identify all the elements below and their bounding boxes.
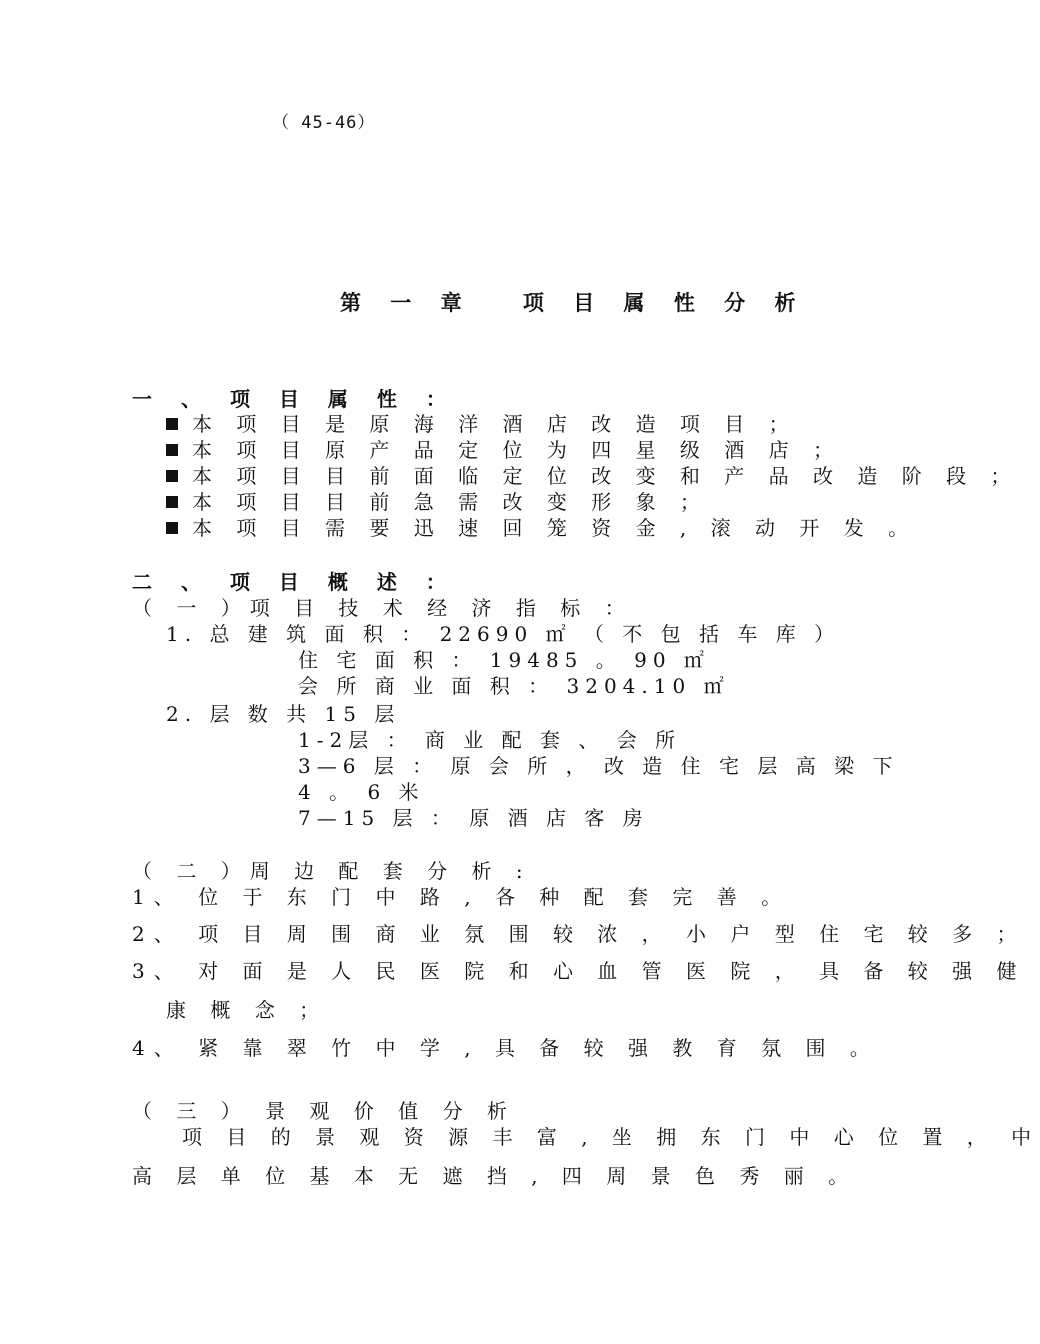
section1-heading: 项 目 属 性 ：: [230, 387, 457, 411]
bullet-text: 本 项 目 原 产 品 定 位 为 四 星 级 酒 店 ；: [192, 438, 843, 462]
square-bullet-icon: [166, 470, 178, 482]
chapter-title: 第 一 章 项 目 属 性 分 析: [340, 291, 807, 315]
floors-line: 2. 层 数 共 15 层: [166, 702, 401, 726]
amenity-item: 3、 对 面 是 人 民 医 院 和 心 血 管 医 院 ， 具 备 较 强 健: [132, 959, 1026, 983]
page-reference: （ 45-46）: [272, 113, 376, 133]
bullet-text: 本 项 目 是 原 海 洋 酒 店 改 造 项 目 ；: [192, 412, 798, 436]
square-bullet-icon: [166, 522, 178, 534]
bullet-item: [166, 411, 798, 437]
bullet-item: [166, 463, 1019, 489]
amenity-item: 1、 位 于 东 门 中 路 , 各 种 配 套 完 善 。: [132, 885, 791, 909]
section2-heading: 二 、 项 目 概 述 ：: [132, 570, 457, 594]
bullet-item: [166, 437, 842, 463]
bullet-item: [166, 515, 917, 541]
amenity-item: 4、 紧 靠 翠 竹 中 学 , 具 备 较 强 教 育 氛 围 。: [132, 1036, 879, 1060]
floors-7-15-line: 7—15 层 ： 原 酒 店 客 房: [298, 806, 649, 830]
landscape-paragraph-line2: 高 层 单 位 基 本 无 遮 挡 , 四 周 景 色 秀 丽 。: [132, 1164, 858, 1188]
landscape-paragraph-line1: 项 目 的 景 观 资 源 丰 富 , 坐 拥 东 门 中 心 位 置 ， 中: [182, 1125, 1040, 1149]
residential-area-line: 住 宅 面 积 ： 19485 。 90 ㎡: [298, 648, 710, 672]
subsection2-title: （ 二 ）周 边 配 套 分 析 :: [132, 859, 532, 883]
floors-3-6-line: 3—6 层 ： 原 会 所 ， 改 造 住 宅 层 高 梁 下: [298, 754, 899, 778]
bullet-item: [166, 489, 709, 515]
amenity-item: 2、 项 目 周 围 商 业 氛 围 较 浓 ， 小 户 型 住 宅 较 多 ；: [132, 922, 1026, 946]
subsection3-title: （ 三 ） 景 观 价 值 分 析: [132, 1099, 516, 1123]
floors-3-6-continued: 4 。 6 米: [298, 780, 425, 804]
subsection1-title: （ 一 ）项 目 技 术 经 济 指 标 ：: [132, 596, 634, 620]
bullet-text: 本 项 目 需 要 迅 速 回 笼 资 金 , 滚 动 开 发 。: [192, 516, 918, 540]
square-bullet-icon: [166, 418, 178, 430]
square-bullet-icon: [166, 444, 178, 456]
club-area-line: 会 所 商 业 面 积 ： 3204.10 ㎡: [298, 674, 730, 698]
floors-1-2-line: 1-2层 ： 商 业 配 套 、 会 所: [298, 728, 682, 752]
total-area-line: 1. 总 建 筑 面 积 ： 22690 ㎡ （ 不 包 括 车 库 ）: [166, 622, 841, 646]
bullet-text: 本 项 目 目 前 急 需 改 变 形 象 ；: [192, 490, 709, 514]
section1-heading-number: 一 、: [132, 387, 212, 411]
square-bullet-icon: [166, 496, 178, 508]
amenity-item-continued: 康 概 念 ；: [166, 998, 329, 1022]
bullet-text: 本 项 目 目 前 面 临 定 位 改 变 和 产 品 改 造 阶 段 ；: [192, 464, 1020, 488]
